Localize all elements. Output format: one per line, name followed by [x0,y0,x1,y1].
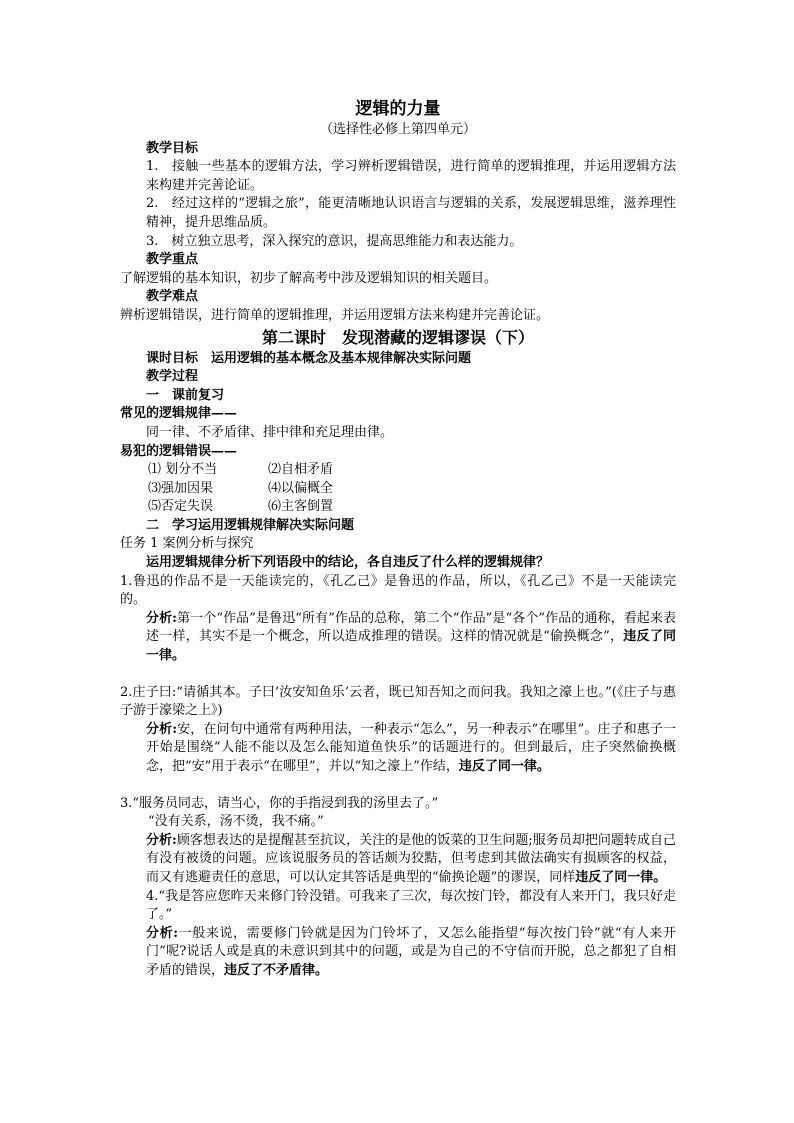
error-item: ⑷以偏概全 [268,480,334,496]
case-1-text: 1.鲁迅的作品不是一天能读完的，《孔乙己》是鲁迅的作品，所以，《孔乙己》不是一天能读完的。 [120,573,676,608]
difficulty-text: 辨析逻辑错误，进行简单的逻辑推理，并运用逻辑方法来构建并完善论证。 [120,307,550,323]
error-item: ⑵自相矛盾 [268,462,334,478]
goal-item-3: 3. 树立独立思考，深入探究的意识，提高思维能力和表达能力。 [146,233,523,249]
case-4-analysis: 分析:一般来说，需要修门铃就是因为门铃坏了，又怎么能指望“每次按门铃”就“有人来开门”呢?说话人或是真的未意识到其中的问题，或是为自己的不守信而开脱，总之都犯了自相矛盾的错误，违反了不矛盾律。 [146,925,676,978]
task-heading: 任务 1 案例分析与探究 [120,536,254,552]
case-3-text-a: 3.“服务员同志，请当心，你的手指浸到我的汤里去了。” [120,795,439,811]
key-text: 了解逻辑的基本知识，初步了解高考中涉及逻辑知识的相关题目。 [120,270,498,286]
error-item: ⑹主客倒置 [268,499,334,515]
case-2-text: 2.庄子曰:“请循其本。子曰’汝安知鱼乐’云者，既已知吾知之而问我。我知之濠上也。”(《庄子与惠子游于濠梁之上》) [120,684,676,719]
error-item: ⑶强加因果 [148,480,214,496]
document-title: 逻辑的力量 [355,99,441,119]
case-3-analysis: 分析:顾客想表达的是提醒甚至抗议，关注的是他的饭菜的卫生问题;服务员却把问题转成自己有没有被烫的问题。应该说服务员的答话颇为狡黠，但考虑到其做法确实有损顾客的权益，而又有逃避责任的意思，可以认定其答话是典型的“偷换论题”的谬误，同样违反了同一律。 [146,832,676,885]
errors-heading: 易犯的逻辑错误—— [120,443,238,459]
error-row-3 [120,498,676,517]
case-4-text: 4.“我是答应您昨天来修门铃没错。可我来了三次，每次按门铃，都没有人来开门，我只好走了。” [146,888,676,923]
spacer [120,666,676,684]
part-two-heading: 二 学习运用逻辑规律解决实际问题 [146,517,355,533]
lesson-goal: 课时目标 运用逻辑的基本概念及基本规律解决实际问题 [146,350,472,366]
laws-text: 同一律、不矛盾律、排中律和充足理由律。 [146,424,394,440]
section-heading-process: 教学过程 [146,369,199,385]
case-2-analysis: 分析:安，在问句中通常有两种用法，一种表示“怎么”，另一种表示“在哪里”。庄子和惠子一开始是围绕“人能不能以及怎么能知道鱼快乐”的话题进行的。但到最后，庄子突然偷换概念，把“安”用于表示“在哪里”，并以“知之濠上”作结，违反了同一律。 [146,721,676,774]
section-heading-key: 教学重点 [146,252,199,268]
lesson-title: 第二课时 发现潜藏的逻辑谬误（下） [261,327,534,347]
laws-heading: 常见的逻辑规律—— [120,406,238,422]
error-item: ⑴ 划分不当 [148,462,218,478]
part-one-heading: 一 课前复习 [146,387,225,403]
case-3-text-b: “没有关系，汤不烫，我不痛。” [148,814,324,830]
task-prompt: 运用逻辑规律分析下列语段中的结论，各自违反了什么样的逻辑规律？ [146,555,550,571]
goal-item-1: 1. 接触一些基本的逻辑方法，学习辨析逻辑错误，进行简单的逻辑推理，并运用逻辑方法来构建并完善论证。 [146,159,676,193]
goal-item-2: 2. 经过这样的“逻辑之旅”，能更清晰地认识语言与逻辑的关系，发展逻辑思维，滋养理性精神，提升思维品质。 [146,196,676,230]
case-1-analysis: 分析:第一个“作品”是鲁迅“所有”作品的总称，第二个“作品”是“各个”作品的通称，看起来表述一样，其实不是一个概念，所以造成推理的错误。这样的情况就是“偷换概念”，违反了同一律。 [146,610,676,664]
document-subtitle: （选择性必修上第四单元） [319,122,476,137]
spacer [120,777,676,795]
section-heading-goals: 教学目标 [146,140,199,156]
error-item: ⑸否定失误 [148,499,214,515]
document-body [120,98,676,981]
error-row-1 [120,461,676,480]
error-row-2 [120,480,676,499]
section-heading-difficulty: 教学难点 [146,289,199,305]
